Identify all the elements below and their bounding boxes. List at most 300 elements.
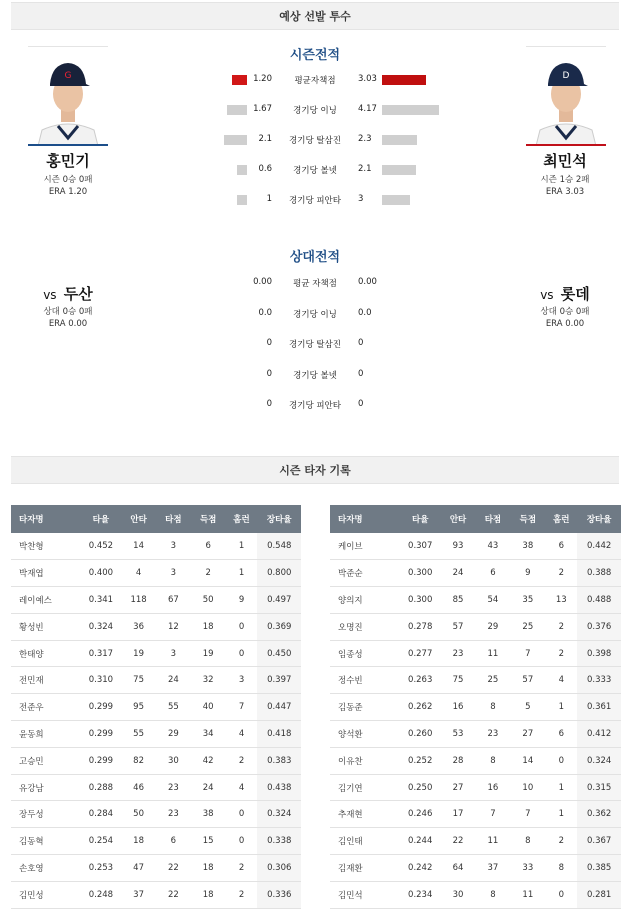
right-stat-bar	[382, 135, 417, 145]
stat-cell: 2	[226, 881, 258, 908]
right-vs-value: 0.0	[358, 307, 372, 318]
stat-cell: 0.367	[577, 828, 621, 855]
left-vs-value: 0	[266, 399, 272, 409]
column-header: 홈런	[545, 505, 577, 533]
stat-cell: 0.250	[400, 774, 441, 801]
batter-name: 임종성	[330, 640, 400, 667]
stat-cell: 1	[226, 533, 258, 560]
vs-stat-label: 평균 자책점	[293, 279, 337, 289]
right-vs-label: vs	[540, 288, 554, 302]
left-stat-value: 1.67	[253, 104, 272, 114]
right-vs-team-name: 롯데	[560, 285, 590, 303]
batting-records-header	[11, 456, 619, 484]
vs-stat-row	[0, 397, 630, 413]
column-header: 타율	[81, 505, 122, 533]
left-vs-value: 0.00	[253, 277, 272, 287]
stat-cell: 27	[510, 721, 545, 748]
stat-cell: 23	[156, 774, 191, 801]
column-header: 타점	[475, 505, 510, 533]
stat-cell: 2	[545, 613, 577, 640]
stat-cell: 0.300	[400, 560, 441, 587]
batter-name: 전준우	[11, 694, 81, 721]
stat-cell: 18	[191, 881, 226, 908]
vs-stat-row	[0, 336, 630, 352]
batter-name: 손호영	[11, 855, 81, 882]
stat-cell: 0.497	[257, 587, 301, 614]
stat-cell: 0.299	[81, 747, 122, 774]
stat-cell: 16	[475, 774, 510, 801]
right-stat-bar	[382, 105, 439, 115]
stat-cell: 1	[545, 801, 577, 828]
stat-cell: 1	[545, 774, 577, 801]
batter-name: 유강남	[11, 774, 81, 801]
stat-cell: 0.277	[400, 640, 441, 667]
stat-cell: 6	[191, 533, 226, 560]
column-header: 타자명	[330, 505, 400, 533]
right-stat-value: 4.17	[358, 104, 377, 114]
stat-cell: 0.450	[257, 640, 301, 667]
stat-cell: 0.341	[81, 587, 122, 614]
season-stat-row	[0, 132, 630, 148]
column-header: 타율	[400, 505, 441, 533]
stat-cell: 0.300	[400, 587, 441, 614]
stat-cell: 0.248	[81, 881, 122, 908]
stat-cell: 0.324	[577, 747, 621, 774]
stat-cell: 0.336	[257, 881, 301, 908]
table-row	[11, 640, 301, 667]
stat-cell: 95	[121, 694, 156, 721]
stat-cell: 25	[475, 667, 510, 694]
stat-cell: 2	[545, 828, 577, 855]
season-record-title: 시즌전적	[289, 48, 341, 63]
stat-cell: 2	[191, 560, 226, 587]
right-vs-era: ERA 0.00	[545, 319, 585, 329]
stat-cell: 67	[156, 587, 191, 614]
left-stat-value: 0.6	[258, 164, 272, 174]
right-vs-value: 0.00	[358, 277, 377, 287]
right-stat-value: 3.03	[358, 74, 377, 84]
table-row	[330, 881, 621, 908]
left-stat-value: 1	[266, 194, 272, 204]
stat-cell: 0.488	[577, 587, 621, 614]
stat-cell: 33	[510, 855, 545, 882]
stat-cell: 0.361	[577, 694, 621, 721]
stat-cell: 19	[121, 640, 156, 667]
left-vs-label: vs	[43, 288, 57, 302]
table-row	[11, 560, 301, 587]
stat-cell: 0.288	[81, 774, 122, 801]
stat-cell: 55	[156, 694, 191, 721]
stat-cell: 27	[441, 774, 476, 801]
batter-name: 김기연	[330, 774, 400, 801]
batter-name: 박재엽	[11, 560, 81, 587]
stat-cell: 0.447	[257, 694, 301, 721]
stat-cell: 43	[475, 533, 510, 560]
stat-cell: 0.246	[400, 801, 441, 828]
stat-cell: 0	[226, 828, 258, 855]
right-pitcher-record: 시즌 1승 2패	[540, 175, 590, 185]
left-pitcher-name: 홍민기	[46, 152, 90, 170]
batter-name: 윤동희	[11, 721, 81, 748]
stat-cell: 0	[545, 747, 577, 774]
batter-name: 이유찬	[330, 747, 400, 774]
stat-cell: 0.254	[81, 828, 122, 855]
stat-cell: 0	[226, 613, 258, 640]
stat-cell: 4	[226, 774, 258, 801]
stat-cell: 22	[156, 855, 191, 882]
batter-name: 박준순	[330, 560, 400, 587]
batter-name: 김인태	[330, 828, 400, 855]
table-row	[11, 533, 301, 560]
table-row	[330, 667, 621, 694]
svg-text:G: G	[64, 71, 72, 81]
stat-cell: 6	[156, 828, 191, 855]
stat-cell: 0.244	[400, 828, 441, 855]
stat-cell: 11	[510, 881, 545, 908]
stat-cell: 0.376	[577, 613, 621, 640]
stat-cell: 0.418	[257, 721, 301, 748]
stat-cell: 4	[545, 667, 577, 694]
right-vs-value: 0	[358, 338, 364, 348]
stat-cell: 0.442	[577, 533, 621, 560]
vs-stat-label: 경기당 탈삼진	[289, 340, 341, 350]
left-vs-team-name: 두산	[63, 285, 93, 303]
stat-label: 경기당 볼넷	[293, 166, 337, 176]
stat-cell: 12	[156, 613, 191, 640]
stat-cell: 0.385	[577, 855, 621, 882]
season-stat-row	[0, 162, 630, 178]
stat-cell: 11	[475, 640, 510, 667]
stat-label: 경기당 이닝	[293, 106, 337, 116]
table-row	[11, 613, 301, 640]
stat-cell: 34	[191, 721, 226, 748]
stat-cell: 19	[191, 640, 226, 667]
stat-cell: 37	[121, 881, 156, 908]
table-row	[11, 801, 301, 828]
batter-name: 추재현	[330, 801, 400, 828]
stat-cell: 0.310	[81, 667, 122, 694]
stat-cell: 17	[441, 801, 476, 828]
stat-cell: 0.548	[257, 533, 301, 560]
table-header-row	[11, 505, 301, 533]
stat-cell: 42	[191, 747, 226, 774]
batter-name: 김동준	[330, 694, 400, 721]
stat-cell: 9	[510, 560, 545, 587]
stat-cell: 64	[441, 855, 476, 882]
stat-cell: 15	[191, 828, 226, 855]
stat-cell: 3	[156, 640, 191, 667]
column-header: 안타	[441, 505, 476, 533]
left-vs-value: 0.0	[258, 307, 272, 318]
batter-name: 케이브	[330, 533, 400, 560]
left-vs-record: 상대 0승 0패	[43, 307, 93, 317]
stat-cell: 29	[156, 721, 191, 748]
stat-cell: 1	[545, 694, 577, 721]
table-row	[330, 694, 621, 721]
batter-name: 김동혁	[11, 828, 81, 855]
stat-cell: 0.438	[257, 774, 301, 801]
stat-cell: 0.362	[577, 801, 621, 828]
table-header-row	[330, 505, 621, 533]
stat-cell: 6	[545, 721, 577, 748]
left-vs-era: ERA 0.00	[48, 319, 88, 329]
stat-cell: 24	[191, 774, 226, 801]
stat-cell: 7	[510, 801, 545, 828]
season-stat-row	[0, 72, 630, 88]
vs-stat-row	[0, 275, 630, 291]
stat-cell: 22	[441, 828, 476, 855]
table-row	[330, 613, 621, 640]
table-row	[11, 747, 301, 774]
stat-cell: 22	[156, 881, 191, 908]
stat-cell: 7	[226, 694, 258, 721]
stat-cell: 37	[475, 855, 510, 882]
stat-cell: 8	[545, 855, 577, 882]
stat-cell: 18	[191, 613, 226, 640]
table-row	[330, 801, 621, 828]
stat-cell: 0.324	[257, 801, 301, 828]
stat-cell: 14	[121, 533, 156, 560]
table-row	[11, 721, 301, 748]
right-stat-bar	[382, 75, 426, 85]
stat-cell: 3	[226, 667, 258, 694]
stat-cell: 55	[121, 721, 156, 748]
batter-name: 김민석	[330, 881, 400, 908]
stat-cell: 8	[475, 694, 510, 721]
stat-cell: 7	[475, 801, 510, 828]
stat-cell: 75	[441, 667, 476, 694]
stat-cell: 53	[441, 721, 476, 748]
batter-name: 전민재	[11, 667, 81, 694]
stat-cell: 0.388	[577, 560, 621, 587]
right-stat-value: 3	[358, 194, 364, 204]
column-header: 득점	[510, 505, 545, 533]
stat-cell: 2	[226, 747, 258, 774]
season-stat-row	[0, 192, 630, 208]
stat-cell: 0.252	[400, 747, 441, 774]
stat-cell: 57	[510, 667, 545, 694]
stat-cell: 93	[441, 533, 476, 560]
stat-cell: 23	[475, 721, 510, 748]
stat-cell: 24	[156, 667, 191, 694]
stat-cell: 32	[191, 667, 226, 694]
stat-cell: 0.307	[400, 533, 441, 560]
right-vs-value: 0	[358, 399, 364, 409]
right-vs-record: 상대 0승 0패	[540, 307, 590, 317]
table-row	[11, 774, 301, 801]
stat-cell: 0.278	[400, 613, 441, 640]
stat-cell: 0.242	[400, 855, 441, 882]
stat-cell: 0	[226, 640, 258, 667]
stat-cell: 14	[510, 747, 545, 774]
batter-name: 레이예스	[11, 587, 81, 614]
stat-cell: 0.383	[257, 747, 301, 774]
vs-stat-label: 경기당 이닝	[293, 309, 337, 320]
left-pitcher-era: ERA 1.20	[48, 187, 88, 197]
stat-cell: 0.452	[81, 533, 122, 560]
stat-cell: 50	[121, 801, 156, 828]
batter-name: 정수빈	[330, 667, 400, 694]
stat-cell: 10	[510, 774, 545, 801]
right-vs-value: 0	[358, 368, 364, 379]
stat-cell: 3	[156, 560, 191, 587]
table-row	[330, 533, 621, 560]
stat-cell: 0.400	[81, 560, 122, 587]
stat-cell: 0.260	[400, 721, 441, 748]
table-row	[330, 640, 621, 667]
left-team-batting-table	[11, 505, 301, 909]
stat-cell: 50	[191, 587, 226, 614]
season-stat-row	[0, 102, 630, 118]
stat-cell: 0	[226, 801, 258, 828]
stat-cell: 118	[121, 587, 156, 614]
stat-cell: 38	[191, 801, 226, 828]
stat-cell: 57	[441, 613, 476, 640]
stat-cell: 24	[441, 560, 476, 587]
stat-cell: 5	[510, 694, 545, 721]
stat-cell: 0.800	[257, 560, 301, 587]
stat-cell: 85	[441, 587, 476, 614]
batter-name: 황성빈	[11, 613, 81, 640]
stat-cell: 0.338	[257, 828, 301, 855]
stat-cell: 47	[121, 855, 156, 882]
right-team-batting-table	[330, 505, 621, 909]
stat-cell: 2	[545, 560, 577, 587]
right-pitcher-photo	[526, 46, 606, 146]
stat-cell: 3	[156, 533, 191, 560]
stat-cell: 8	[475, 881, 510, 908]
stat-cell: 0.262	[400, 694, 441, 721]
stat-cell: 0.412	[577, 721, 621, 748]
stat-cell: 36	[121, 613, 156, 640]
head-to-head-title: 상대전적	[289, 250, 341, 265]
stat-cell: 8	[475, 747, 510, 774]
vs-stat-row	[0, 306, 630, 322]
batting-title: 시즌 타자 기록	[279, 464, 351, 477]
left-vs-value: 0	[266, 368, 272, 379]
stat-cell: 28	[441, 747, 476, 774]
stat-cell: 0.397	[257, 667, 301, 694]
table-row	[11, 828, 301, 855]
stat-cell: 0.234	[400, 881, 441, 908]
stat-label: 경기당 탈삼진	[289, 136, 341, 146]
table-row	[330, 828, 621, 855]
right-stat-value: 2.3	[358, 134, 372, 144]
column-header: 안타	[121, 505, 156, 533]
stat-cell: 0.317	[81, 640, 122, 667]
stat-label: 평균자책점	[294, 76, 336, 86]
batter-name: 김재환	[330, 855, 400, 882]
stat-label: 경기당 피안타	[289, 196, 341, 206]
left-vs-value: 0	[266, 338, 272, 348]
table-row	[11, 855, 301, 882]
batter-name: 양의지	[330, 587, 400, 614]
right-stat-value: 2.1	[358, 164, 372, 174]
stat-cell: 0.253	[81, 855, 122, 882]
right-pitcher-era: ERA 3.03	[545, 187, 585, 197]
stat-cell: 35	[510, 587, 545, 614]
table-row	[11, 881, 301, 908]
table-row	[11, 587, 301, 614]
batter-name: 장두성	[11, 801, 81, 828]
column-header: 타자명	[11, 505, 81, 533]
batter-name: 박찬형	[11, 533, 81, 560]
stat-cell: 82	[121, 747, 156, 774]
stat-cell: 0.299	[81, 721, 122, 748]
column-header: 득점	[191, 505, 226, 533]
table-row	[11, 694, 301, 721]
stat-cell: 7	[510, 640, 545, 667]
stat-cell: 0.284	[81, 801, 122, 828]
stat-cell: 1	[226, 560, 258, 587]
stat-cell: 0.315	[577, 774, 621, 801]
table-row	[11, 667, 301, 694]
stat-cell: 30	[441, 881, 476, 908]
stat-cell: 0.369	[257, 613, 301, 640]
header-title: 예상 선발 투수	[279, 10, 351, 23]
stat-cell: 0	[545, 881, 577, 908]
stat-cell: 46	[121, 774, 156, 801]
table-row	[330, 774, 621, 801]
stat-cell: 0.299	[81, 694, 122, 721]
left-pitcher-photo	[28, 46, 108, 146]
left-stat-value: 2.1	[258, 134, 272, 144]
stat-cell: 11	[475, 828, 510, 855]
stat-cell: 38	[510, 533, 545, 560]
stat-cell: 6	[545, 533, 577, 560]
batter-name: 고승민	[11, 747, 81, 774]
stat-cell: 29	[475, 613, 510, 640]
svg-text:D: D	[562, 71, 570, 81]
left-pitcher-record: 시즌 0승 0패	[43, 175, 93, 185]
stat-cell: 23	[156, 801, 191, 828]
stat-cell: 54	[475, 587, 510, 614]
stat-cell: 18	[121, 828, 156, 855]
stat-cell: 2	[545, 640, 577, 667]
vs-stat-label: 경기당 볼넷	[293, 370, 337, 381]
right-stat-bar	[382, 165, 416, 175]
stat-cell: 8	[510, 828, 545, 855]
batter-name: 오명진	[330, 613, 400, 640]
column-header: 장타율	[577, 505, 621, 533]
right-stat-bar	[382, 195, 410, 205]
column-header: 장타율	[257, 505, 301, 533]
stat-cell: 40	[191, 694, 226, 721]
table-row	[330, 560, 621, 587]
stat-cell: 6	[475, 560, 510, 587]
stat-cell: 4	[121, 560, 156, 587]
batter-name: 양석환	[330, 721, 400, 748]
stat-cell: 9	[226, 587, 258, 614]
vs-stat-label: 경기당 피안타	[289, 401, 341, 411]
column-header: 홈런	[226, 505, 258, 533]
column-header: 타점	[156, 505, 191, 533]
table-row	[330, 855, 621, 882]
stat-cell: 16	[441, 694, 476, 721]
stat-cell: 2	[226, 855, 258, 882]
stat-cell: 23	[441, 640, 476, 667]
batter-name: 김민성	[11, 881, 81, 908]
stat-cell: 30	[156, 747, 191, 774]
stat-cell: 0.324	[81, 613, 122, 640]
starting-pitchers-header	[11, 2, 619, 30]
stat-cell: 0.281	[577, 881, 621, 908]
batter-name: 한태양	[11, 640, 81, 667]
stat-cell: 0.333	[577, 667, 621, 694]
stat-cell: 0.398	[577, 640, 621, 667]
vs-stat-row	[0, 367, 630, 383]
stat-cell: 75	[121, 667, 156, 694]
